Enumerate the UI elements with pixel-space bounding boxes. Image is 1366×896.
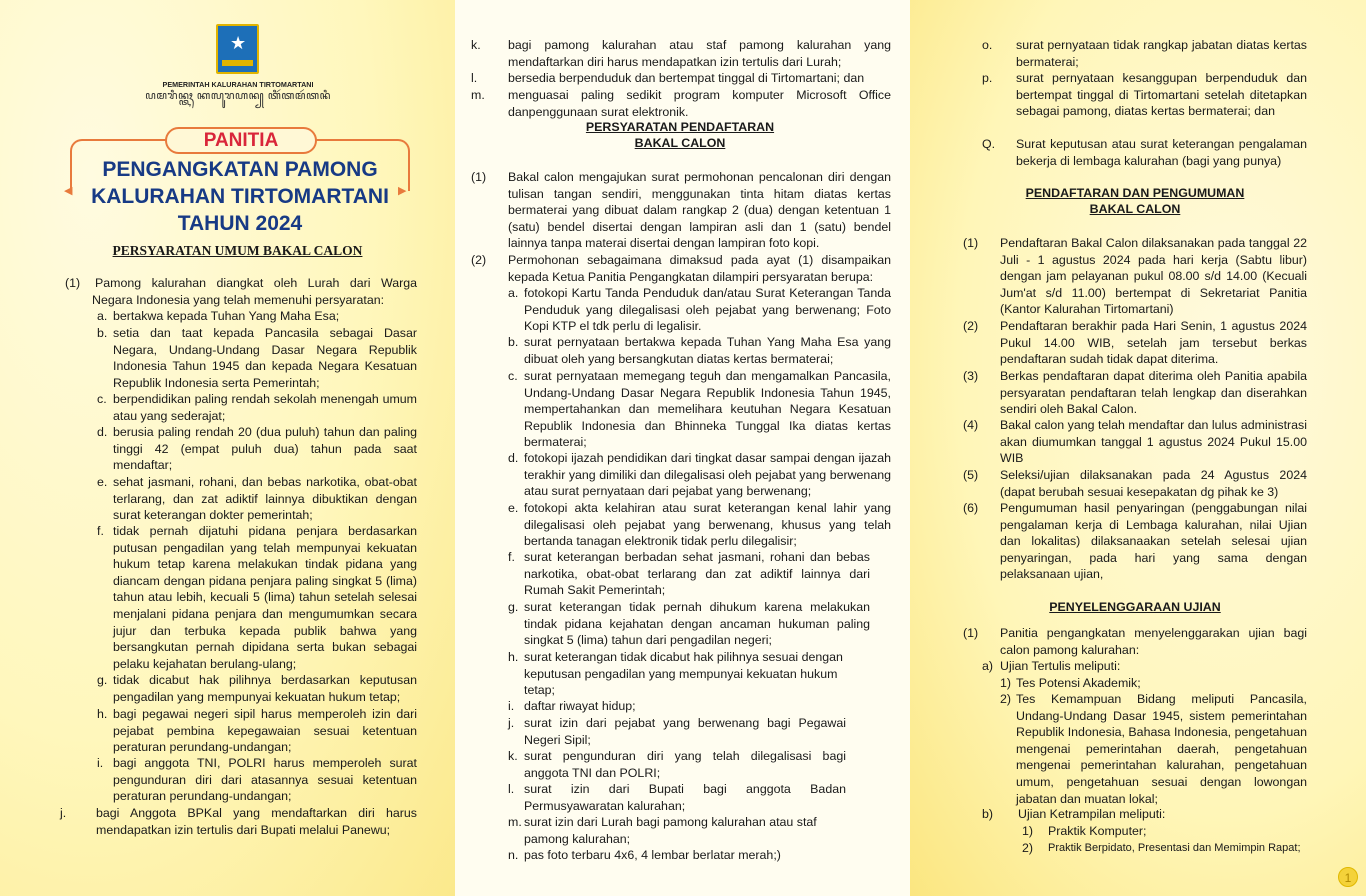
col3-exam-a1-num: 1) — [1000, 676, 1012, 690]
col2-num-a: a. — [508, 286, 519, 300]
main-title — [72, 156, 408, 237]
col1-num-c: c. — [97, 392, 107, 406]
col3-exam-a: Ujian Tertulis meliputi: — [1000, 659, 1121, 673]
col3-heading-2: BAKAL CALON — [1089, 202, 1181, 216]
col1-item-g: tidak dicabut hak pilihnya berdasarkan keputusan pengadilan yang mempunyai kekuatan hukum tetap; — [113, 673, 417, 704]
col1-num-d: d. — [97, 425, 108, 439]
col2-num-l2: l. — [508, 782, 515, 796]
col2-item-i: daftar riwayat hidup; — [524, 699, 636, 713]
col1-num-1: (1) — [65, 276, 81, 290]
col2-item-k: bagi pamong kalurahan atau staf pamong kalurahan yang mendaftarkan diri harus mendapatkan izin tertulis dari Lurah; — [508, 38, 891, 69]
col2-item-f: surat keterangan berbadan sehat jasmani, rohani dan bebas narkotika, obat-obat terlarang dan zat adiktif lainnya dari Rumah Sakit Pemerintah; — [524, 550, 870, 598]
col1-num-g: g. — [97, 673, 108, 687]
col3-exam-intro: Panitia pengangkatan menyelenggarakan ujian bagi calon pamong kalurahan: — [1000, 626, 1307, 657]
col1-item-a: bertakwa kepada Tuhan Yang Maha Esa; — [113, 309, 340, 323]
col2-num-g: g. — [508, 600, 519, 614]
col3-exam-b: Ujian Ketrampilan meliputi: — [1018, 807, 1166, 821]
government-name: PEMERINTAH KALURAHAN TIRTOMARTANI — [162, 80, 314, 89]
col1-item-h: bagi pegawai negeri sipil harus memperoleh izin dari pejabat pembina kepegawaian sesuai ketentuan peraturan perundang-undangan; — [113, 707, 417, 755]
col1-item-c: berpendidikan paling rendah sekolah menengah umum atau yang sederajat; — [113, 392, 417, 423]
title-line-3: TAHUN 2024 — [177, 212, 303, 235]
col2-item-k2: surat pengunduran diri yang telah dilegalisasi bagi anggota TNI dan POLRI; — [524, 749, 846, 780]
kalurahan-logo-icon: ★ — [216, 24, 259, 74]
col3-exam-b-num: b) — [982, 807, 994, 821]
col3-num-p: p. — [982, 71, 993, 85]
col2-para-1: Bakal calon mengajukan surat permohonan pencalonan diri dengan tulisan tangan sendiri, menggunakan tinta hitam diatas kertas bermaterai yang dibuat dalam rangkap 2 (dua) dengan ketentuan 1 (satu) bendel disertai dengan lampiran asli dan 1 (satu) bendel lainnya tanpa materai disertai dengan lampiran foto kopi. — [508, 170, 891, 251]
col1-item-1: Pamong kalurahan diangkat oleh Lurah dari Warga Negara Indonesia yang telah memenuhi persyaratan: — [92, 276, 417, 307]
col3-num-5: (5) — [963, 468, 979, 482]
col3-item-6: Pengumuman hasil penyaringan (penggabungan nilai pengalaman kerja di Lembaga kalurahan, nilai Ujian dan lokalitas) dilaksanaakan setelah selesai ujian penyaringan, pada hari yang sama dengan pelaksanaan ujian, — [1000, 501, 1307, 582]
section-title-persyaratan-umum: PERSYARATAN UMUM BAKAL CALON — [112, 243, 363, 258]
col3-num-4: (4) — [963, 418, 979, 432]
col3-heading-3: PENYELENGGARAAN UJIAN — [1049, 600, 1221, 614]
title-line-2: KALURAHAN TIRTOMARTANI — [91, 185, 389, 208]
col1-num-i: i. — [97, 756, 104, 770]
col2-num-h: h. — [508, 650, 519, 664]
col2-item-m: menguasai paling sedikit program komputer Microsoft Office danpenggunaan surat elektronik. — [508, 88, 891, 119]
col2-item-h: surat keterangan tidak dicabut hak pilihnya sesuai dengan keputusan pengadilan yang mempunyai kekuatan hukum tetap; — [524, 650, 843, 698]
col3-exam-a2-num: 2) — [1000, 692, 1012, 706]
col1-num-h: h. — [97, 707, 108, 721]
col3-exam-b1-num: 1) — [1022, 824, 1034, 838]
col3-heading-1: PENDAFTARAN DAN PENGUMUMAN — [1025, 186, 1245, 200]
col2-heading-2: BAKAL CALON — [634, 136, 726, 150]
col3-exam-a-num: a) — [982, 659, 994, 673]
col2-item-m2: surat izin dari Lurah bagi pamong kalurahan atau staf pamong kalurahan; — [524, 815, 817, 846]
col1-item-f: tidak pernah dijatuhi pidana penjara berdasarkan putusan pengadilan yang telah mempunyai kekuatan hukum tetap karena melakukan tindak pidana yang diancam dengan pidana penjara paling singkat 5 (lima) tahun atau lebih, kecuali 5 (lima) tahun setelah selesai menjalani pidana penjara dan mengumumkan secara jujur dan terbuka kepada publik bahwa yang bersangkutan pernah dipidana serta bukan sebagai pelaku kejahatan berulang-ulang; — [113, 524, 417, 671]
frame-arrow-right-icon: ▶ — [398, 185, 407, 197]
col2-num-m: m. — [471, 88, 485, 102]
col2-num-m2: m. — [508, 815, 522, 829]
col3-num-3: (3) — [963, 369, 979, 383]
col2-num-l: l. — [471, 71, 478, 85]
col1-num-f: f. — [97, 524, 104, 538]
col3-item-q: Surat keputusan atau surat keterangan pengalaman bekerja di lembaga kalurahan (bagi yang punya) — [1016, 137, 1307, 168]
col2-num-i: i. — [508, 699, 515, 713]
col2-num-f: f. — [508, 550, 515, 564]
col1-item-b: setia dan taat kepada Pancasila sebagai Dasar Negara, Undang-Undang Dasar Negara Republik Indonesia Tahun 1945 dan kepada Negara Kesatuan Republik Indonesia serta Pemerintah; — [113, 326, 417, 390]
title-line-1: PENGANGKATAN PAMONG — [102, 158, 378, 181]
col3-exam-num: (1) — [963, 626, 979, 640]
col3-num-1: (1) — [963, 236, 979, 250]
col3-num-2: (2) — [963, 319, 979, 333]
col2-para-2: Permohonan sebagaimana dimaksud pada ayat (1) disampaikan kepada Ketua Panitia Pengangkatan dilampiri persyaratan berupa: — [508, 253, 891, 284]
col2-heading-1: PERSYARATAN PENDAFTARAN — [585, 120, 775, 134]
col1-num-j: j. — [60, 806, 67, 820]
col2-item-c: surat pernyataan memegang teguh dan mengamalkan Pancasila, Undang-Undang Dasar Negara Republik Indonesia Tahun 1945, mempertahankan dan memelihara keutuhan Negara Kesatuan Republik Indonesia dan Bhinneka Tunggal Ika diatas kertas bermaterai; — [524, 369, 891, 450]
col2-num-k: k. — [471, 38, 481, 52]
col1-num-e: e. — [97, 475, 108, 489]
col2-num-j: j. — [508, 716, 515, 730]
col2-num-c: c. — [508, 369, 518, 383]
col2-num-k2: k. — [508, 749, 518, 763]
col3-item-o: surat pernyataan tidak rangkap jabatan diatas kertas bermaterai; — [1016, 38, 1307, 69]
col2-num-d: d. — [508, 451, 519, 465]
col3-exam-a2: Tes Kemampuan Bidang meliputi Pancasila, Undang-Undang Dasar 1945, sistem pemerintahan Republik Indonesia, Bahasa Indonesia, pengetahuan mengenai pemerintahan daerah, pengetahuan mengenai pemerintahan kalurahan, pengetahuan umum, pengetahuan sesuai dengan lowongan jabatan dan muatan lokal; — [1016, 692, 1307, 806]
col2-item-l2: surat izin dari Bupati bagi anggota Badan Permusyawaratan kalurahan; — [524, 782, 846, 813]
col2-item-b: surat pernyataan bertakwa kepada Tuhan Yang Maha Esa yang dibuat oleh yang bersangkutan diatas kertas bermaterai; — [524, 335, 891, 366]
col2-item-n: pas foto terbaru 4x6, 4 lembar berlatar merah;) — [524, 848, 781, 862]
col2-num-p1: (1) — [471, 170, 487, 184]
col3-item-5: Seleksi/ujian dilaksanakan pada 24 Agustus 2024 (dapat berubah sesuai kesepakatan dg pihak ke 3) — [1000, 468, 1307, 499]
col3-exam-b2: Praktik Berpidato, Presentasi dan Memimpin Rapat; — [1048, 842, 1301, 854]
col2-num-e: e. — [508, 501, 519, 515]
col1-item-i: bagi anggota TNI, POLRI harus memperoleh surat pengunduran diri dari atasannya sesuai ketentuan peraturan perundang-undangan; — [113, 756, 417, 804]
col3-item-2: Pendaftaran berakhir pada Hari Senin, 1 agustus 2024 Pukul 14.00 WIB, setelah jam tersebut berkas pendaftaran sudah tidak dapat diterima. — [1000, 319, 1307, 367]
col3-exam-b2-num: 2) — [1022, 841, 1034, 855]
col2-item-j: surat izin dari pejabat yang berwenang bagi Pegawai Negeri Sipil; — [524, 716, 846, 747]
col2-item-g: surat keterangan tidak pernah dihukum karena melakukan tindak pidana kejahatan dengan ancaman hukuman paling singkat 5 (lima) tahun dari pengadilan negeri; — [524, 600, 870, 648]
col2-item-e: fotokopi akta kelahiran atau surat keterangan kenal lahir yang dilegalisasi oleh pejabat yang berwenang, khusus yang telah bertanda tanagan elektronik tidak perlu dilegalisir; — [524, 501, 891, 549]
col3-item-4: Bakal calon yang telah mendaftar dan lulus administrasi akan diumumkan tanggal 1 agustus 2024 Pukul 15.00 WIB — [1000, 418, 1307, 466]
col1-num-b: b. — [97, 326, 108, 340]
col3-item-1: Pendaftaran Bakal Calon dilaksanakan pada tanggal 22 Juli - 1 agustus 2024 pada hari kerja (Sabtu libur) dengan jam pelayanan pukul 08.00 s/d 14.00 (Kecuali Jum'at s/d 11.00) bertempat di Sekretariat Panitia (Kantor Kalurahan Tirtomartani) — [1000, 236, 1307, 317]
col1-item-e: sehat jasmani, rohani, dan bebas narkotika, obat-obat terlarang, dan zat adiktif lainnya dibuktikan dengan surat keterangan dokter pemerintah; — [113, 475, 417, 523]
col2-item-d: fotokopi ijazah pendidikan dari tingkat dasar sampai dengan ijazah terakhir yang dimiliki dan dilegalisasi oleh pejabat yang berwenang atau surat pernyataan dari pejabat yang berwenang; — [524, 451, 891, 499]
col3-item-p: surat pernyataan kesanggupan berpenduduk dan bertempat tinggal di Tirtomartani setelah ditetapkan sebagai pamong, diatas kertas bermaterai; dan — [1016, 71, 1307, 119]
col3-num-q: Q. — [982, 137, 996, 151]
col3-num-o: o. — [982, 38, 993, 52]
col1-item-j: bagi Anggota BPKal yang mendaftarkan diri harus mendapatkan izin tertulis dari Bupati melalui Panewu; — [96, 806, 417, 837]
col2-num-p2: (2) — [471, 253, 487, 267]
col1-item-d: berusia paling rendah 20 (dua puluh) tahun dan paling tinggi 42 (empat puluh dua) tahun pada saat mendaftar; — [113, 425, 417, 473]
col1-num-a: a. — [97, 309, 108, 323]
col3-exam-a1: Tes Potensi Akademik; — [1016, 676, 1141, 690]
frame-arrow-left-icon: ◀ — [64, 185, 73, 197]
javanese-script: ꦥꦩꦫꦶꦤ꧀ꦠꦃ ꦏꦭꦸꦫꦲꦤ꧀ ꦠꦶꦂꦠꦩꦂꦠꦤꦶ — [145, 90, 331, 102]
panitia-badge: PANITIA — [165, 127, 317, 154]
col2-num-n: n. — [508, 848, 519, 862]
col2-item-a: fotokopi Kartu Tanda Penduduk dan/atau Surat Keterangan Tanda Penduduk yang dilegalisasi oleh pejabat yang berwenang; Foto Kopi KTP el tdk perlu di legalisir. — [524, 286, 891, 334]
col3-item-3: Berkas pendaftaran dapat diterima oleh Panitia apabila persyaratan pendaftaran telah lengkap dan diserahkan sendiri oleh Bakal Calon. — [1000, 369, 1307, 417]
col2-num-b: b. — [508, 335, 519, 349]
col2-item-l: bersedia berpenduduk dan bertempat tinggal di Tirtomartani; dan — [508, 71, 865, 85]
col3-num-6: (6) — [963, 501, 979, 515]
col3-exam-b1: Praktik Komputer; — [1048, 824, 1147, 838]
page-number-badge: 1 — [1338, 867, 1358, 887]
